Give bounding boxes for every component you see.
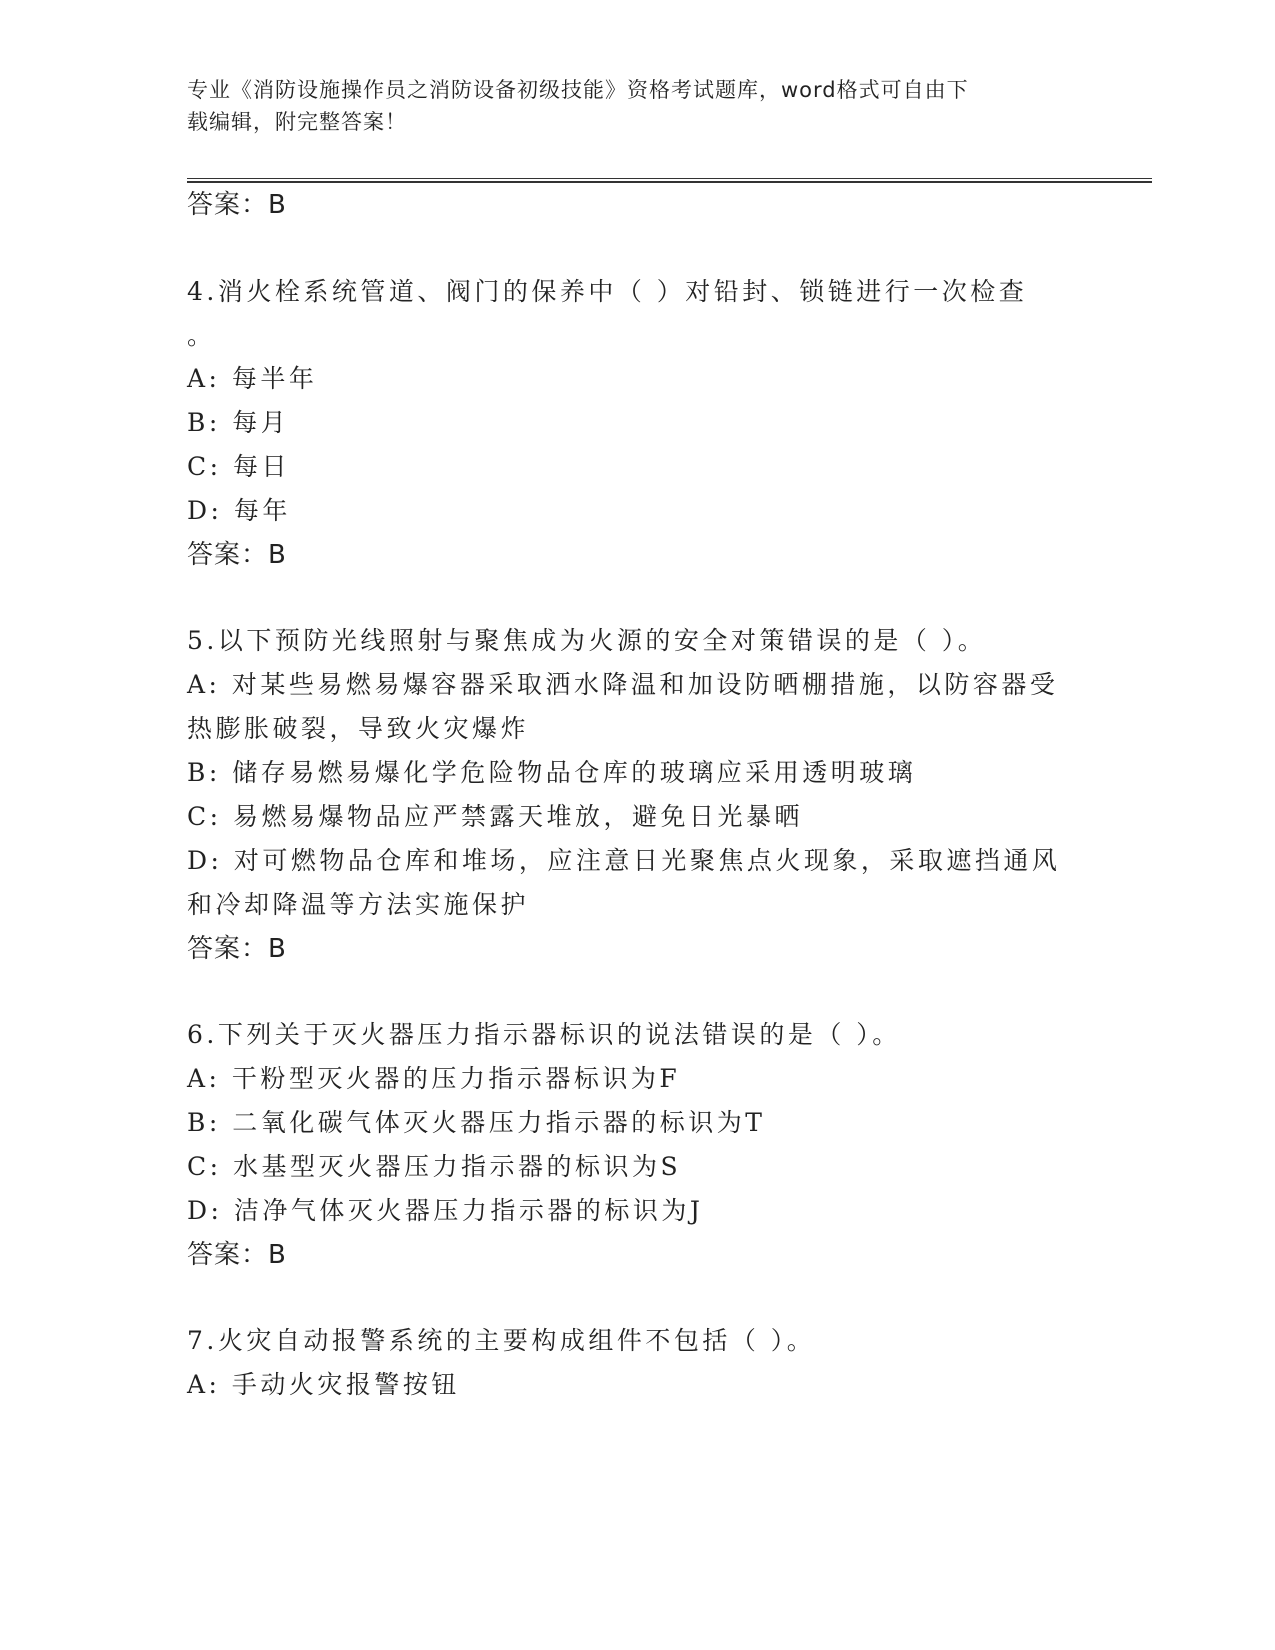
question-6-option-c: C: 水基型灭火器压力指示器的标识为S [187,1152,682,1181]
question-5-stem: 5.以下预防光线照射与聚焦成为火源的安全对策错误的是（ ）。 [187,626,987,655]
question-5-answer: 答案：B [187,934,287,964]
question-5-option-b: B: 储存易燃易爆化学危险物品仓库的玻璃应采用透明玻璃 [187,758,917,787]
question-6-stem: 6.下列关于灭火器压力指示器标识的说法错误的是（ ）。 [187,1020,901,1049]
header-divider [187,178,1152,183]
question-5-option-a: A: 对某些易燃易爆容器采取洒水降温和加设防晒棚措施，以防容器受 [187,670,1059,699]
question-6-option-b: B: 二氧化碳气体灭火器压力指示器的标识为T [187,1108,766,1137]
question-5-option-a-continued: 热膨胀破裂，导致火灾爆炸 [187,714,530,743]
question-4-option-b: B: 每月 [187,408,290,437]
question-5-option-d-continued: 和冷却降温等方法实施保护 [187,890,530,919]
question-6-option-d: D: 洁净气体灭火器压力指示器的标识为J [187,1196,704,1225]
question-5-option-c: C: 易燃易爆物品应严禁露天堆放，避免日光暴晒 [187,802,803,831]
question-4-option-a: A: 每半年 [187,364,318,393]
document-header [187,74,1067,138]
header-line-1: 专业《消防设施操作员之消防设备初级技能》资格考试题库，word格式可自由下 [187,78,969,102]
question-4-option-c: C: 每日 [187,452,290,481]
question-5-option-d: D: 对可燃物品仓库和堆场，应注意日光聚焦点火现象，采取遮挡通风 [187,846,1061,875]
question-6-option-a: A: 干粉型灭火器的压力指示器标识为F [187,1064,681,1093]
question-4-stem: 4.消火栓系统管道、阀门的保养中（ ）对铅封、锁链进行一次检查 [187,277,1028,306]
previous-answer: 答案：B [187,190,287,220]
header-line-2: 载编辑，附完整答案！ [187,110,407,134]
question-4-answer: 答案：B [187,540,287,570]
question-6-answer: 答案：B [187,1240,287,1270]
question-4-option-d: D: 每年 [187,496,291,525]
question-4-stem-continued: 。 [187,321,216,350]
question-7-stem: 7.火灾自动报警系统的主要构成组件不包括（ ）。 [187,1326,816,1355]
question-7-option-a: A: 手动火灾报警按钮 [187,1370,460,1399]
